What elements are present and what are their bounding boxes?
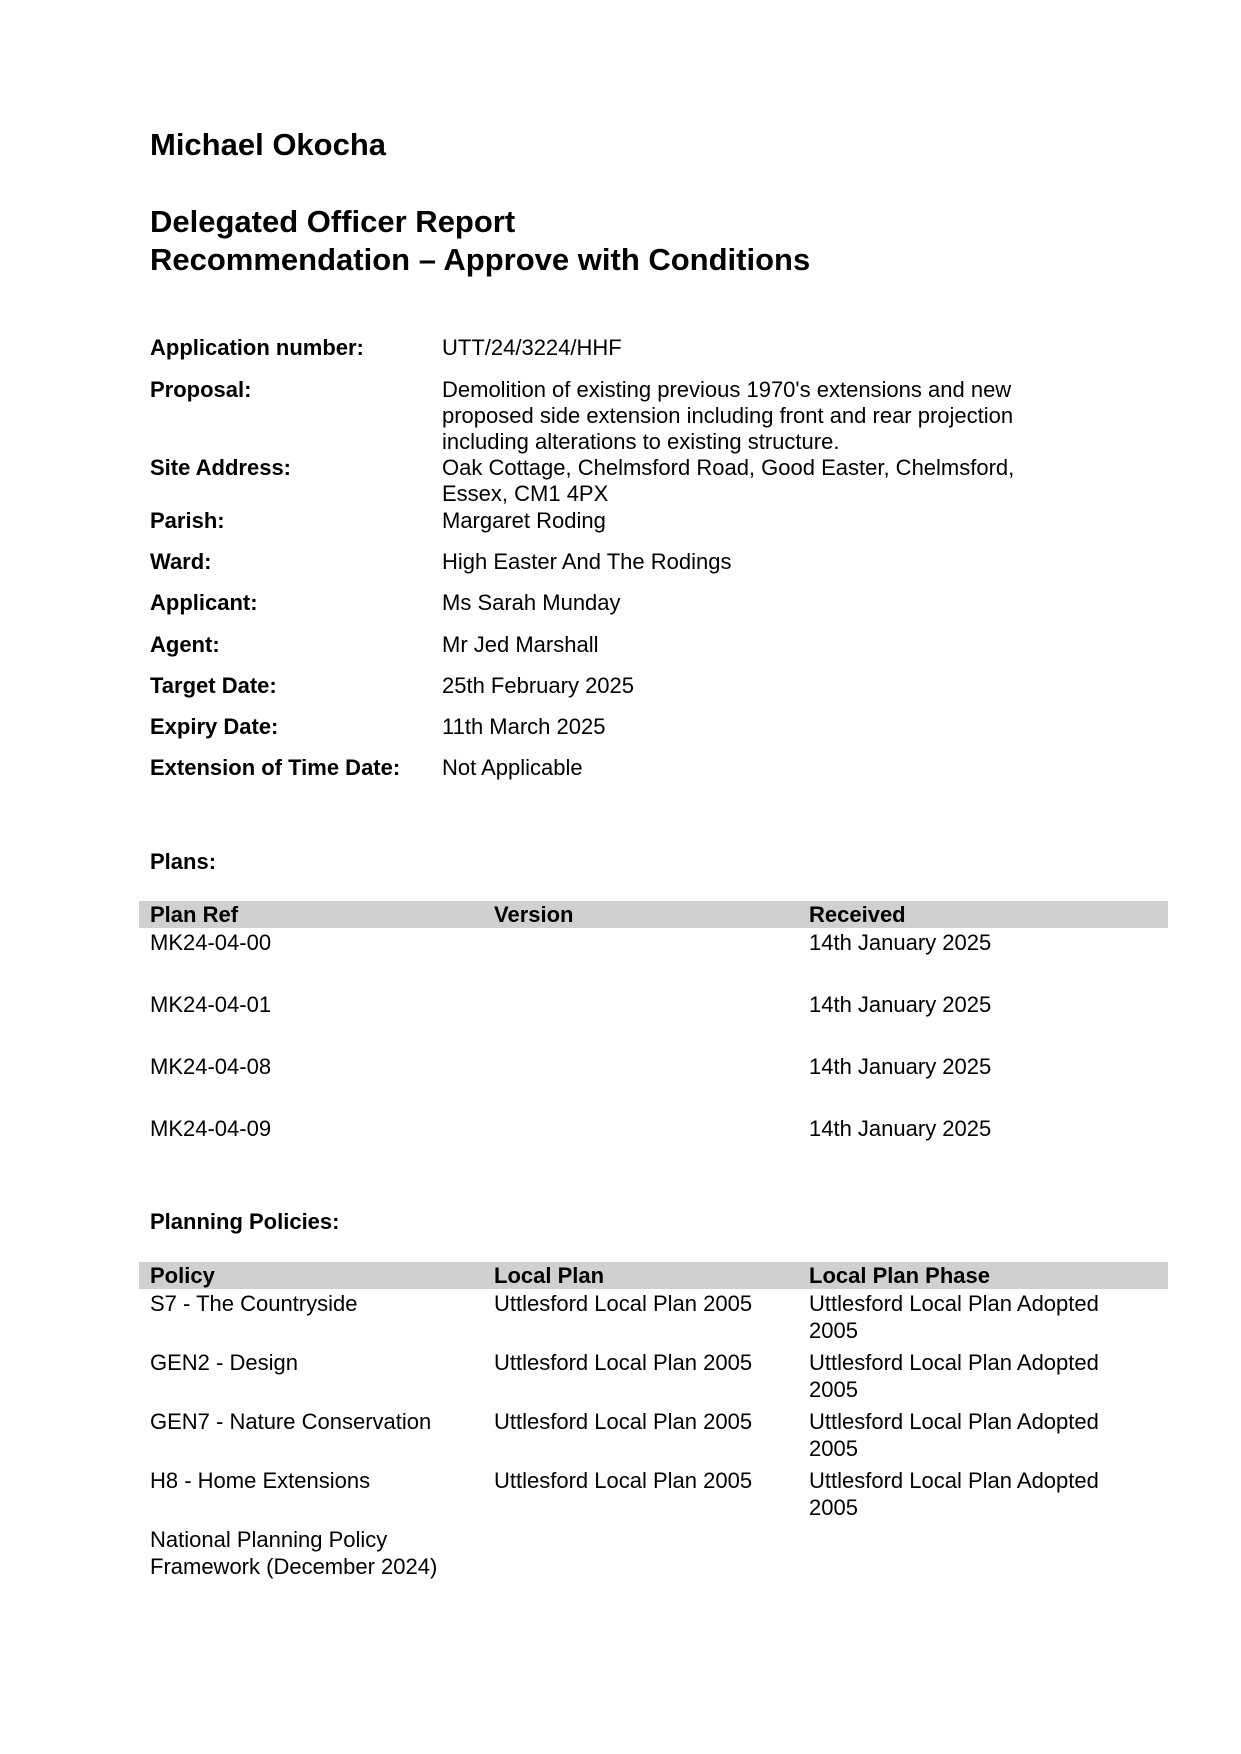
detail-value-proposal-line: proposed side extension including front and rear projection <box>442 403 1014 428</box>
policy-local-plan-cell: Uttlesford Local Plan 2005 <box>494 1291 753 1316</box>
detail-label-ward: Ward: <box>150 549 212 574</box>
detail-value-proposal-line: including alterations to existing structure. <box>442 429 840 454</box>
policy-phase-cell-line: 2005 <box>809 1436 858 1461</box>
policy-local-plan-cell: Uttlesford Local Plan 2005 <box>494 1468 753 1493</box>
policy-name-cell: GEN2 - Design <box>150 1350 298 1375</box>
detail-label-expiry-date: Expiry Date: <box>150 714 279 739</box>
detail-label-applicant: Applicant: <box>150 590 258 615</box>
detail-value-agent: Mr Jed Marshall <box>442 632 599 657</box>
policy-phase-cell-line: Uttlesford Local Plan Adopted <box>809 1468 1099 1493</box>
detail-label-parish: Parish: <box>150 508 225 533</box>
policies-heading: Planning Policies: <box>150 1209 340 1234</box>
policy-phase-cell-line: Uttlesford Local Plan Adopted <box>809 1291 1099 1316</box>
detail-label-application-number: Application number: <box>150 335 364 360</box>
policy-local-plan-cell: Uttlesford Local Plan 2005 <box>494 1409 753 1434</box>
policy-local-plan-cell: Uttlesford Local Plan 2005 <box>494 1350 753 1375</box>
report-title: Delegated Officer Report <box>150 204 516 239</box>
policy-phase-cell-line: Uttlesford Local Plan Adopted <box>809 1350 1099 1375</box>
author-name: Michael Okocha <box>150 127 387 162</box>
detail-value-proposal-line: Demolition of existing previous 1970's extensions and new <box>442 377 1012 402</box>
policy-footer-line: Framework (December 2024) <box>150 1554 438 1579</box>
policies-table-header-bar <box>139 1262 1168 1289</box>
detail-value-target-date: 25th February 2025 <box>442 673 635 698</box>
policy-footer-line: National Planning Policy <box>150 1527 388 1552</box>
detail-value-applicant: Ms Sarah Munday <box>442 590 621 615</box>
detail-value-site-address-line: Essex, CM1 4PX <box>442 481 609 506</box>
policy-name-cell: H8 - Home Extensions <box>150 1468 371 1493</box>
policy-phase-cell-line: 2005 <box>809 1318 858 1343</box>
detail-value-site-address-line: Oak Cottage, Chelmsford Road, Good Easter, Chelmsford, <box>442 455 1015 480</box>
plans-heading: Plans: <box>150 849 217 874</box>
plans-col-plan-ref: Plan Ref <box>150 902 239 927</box>
detail-value-expiry-date: 11th March 2025 <box>442 714 606 739</box>
policies-col-policy: Policy <box>150 1263 215 1288</box>
policies-col-local-plan: Local Plan <box>494 1263 605 1288</box>
plan-received-cell: 14th January 2025 <box>809 1116 992 1141</box>
plans-table-header-bar <box>139 901 1168 928</box>
policies-col-local-plan-phase: Local Plan Phase <box>809 1263 990 1288</box>
plans-col-received: Received <box>809 902 906 927</box>
plan-ref-cell: MK24-04-09 <box>150 1116 272 1141</box>
recommendation-title: Recommendation – Approve with Conditions <box>150 242 811 277</box>
policy-phase-cell-line: 2005 <box>809 1495 858 1520</box>
plan-received-cell: 14th January 2025 <box>809 992 992 1017</box>
detail-value-extension-of-time: Not Applicable <box>442 755 583 780</box>
plans-col-version: Version <box>494 902 574 927</box>
policy-name-cell: S7 - The Countryside <box>150 1291 358 1316</box>
detail-label-target-date: Target Date: <box>150 673 277 698</box>
detail-label-agent: Agent: <box>150 632 220 657</box>
plan-received-cell: 14th January 2025 <box>809 930 992 955</box>
detail-label-proposal: Proposal: <box>150 377 252 402</box>
policy-phase-cell-line: Uttlesford Local Plan Adopted <box>809 1409 1099 1434</box>
detail-label-site-address: Site Address: <box>150 455 292 480</box>
detail-value-application-number: UTT/24/3224/HHF <box>442 335 622 360</box>
plan-ref-cell: MK24-04-08 <box>150 1054 272 1079</box>
plan-ref-cell: MK24-04-00 <box>150 930 272 955</box>
plan-received-cell: 14th January 2025 <box>809 1054 992 1079</box>
policy-name-cell: GEN7 - Nature Conservation <box>150 1409 432 1434</box>
policy-phase-cell-line: 2005 <box>809 1377 858 1402</box>
detail-label-extension-of-time: Extension of Time Date: <box>150 755 401 780</box>
plan-ref-cell: MK24-04-01 <box>150 992 272 1017</box>
detail-value-parish: Margaret Roding <box>442 508 606 533</box>
detail-value-ward: High Easter And The Rodings <box>442 549 732 574</box>
